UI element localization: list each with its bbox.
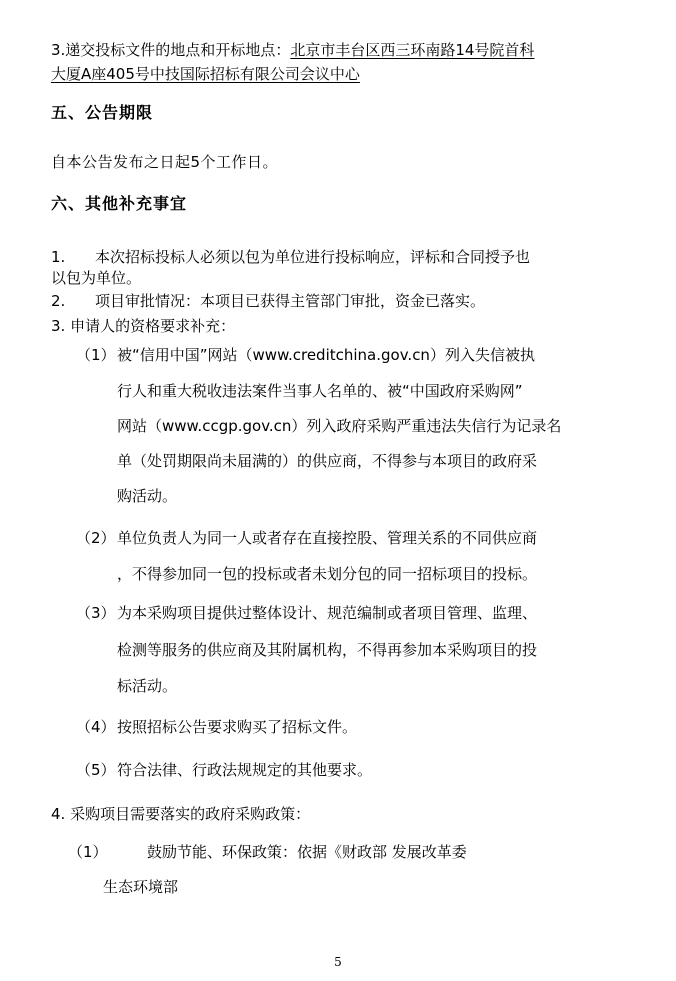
announcement-period-text: 自本公告发布之日起5个工作日。 (51, 153, 279, 171)
requirement-3-line-2: 检测等服务的供应商及其附属机构，不得再参加本采购项目的投 (117, 641, 538, 659)
item-1-line-2: 以包为单位。 (51, 269, 142, 287)
submission-location-line-1 (51, 40, 534, 60)
requirement-2-line-2: ，不得参加同一包的投标或者未划分包的同一招标项目的投标。 (117, 565, 538, 583)
page-number: 5 (334, 955, 342, 969)
submission-location-address-1: 北京市丰台区西三环南路14号院首科 (290, 41, 535, 59)
requirement-5-text: 符合法律、行政法规规定的其他要求。 (117, 761, 373, 779)
requirement-1-line-3: 网站（www.ccgp.gov.cn）列入政府采购严重违法失信行为记录名 (117, 417, 562, 435)
requirement-1-number: （1） (76, 346, 116, 364)
requirement-3-line-1: 为本采购项目提供过整体设计、规范编制或者项目管理、监理、 (117, 604, 538, 622)
requirement-3-number: （3） (76, 604, 116, 622)
item-2-number: 2. (51, 292, 66, 310)
submission-location-label: 3.递交投标文件的地点和开标地点： (51, 41, 291, 59)
item-2-text: 项目审批情况：本项目已获得主管部门审批，资金已落实。 (95, 292, 486, 310)
policy-1-number: （1） (68, 843, 108, 861)
policy-1-line-1: 鼓励节能、环保政策：依据《财政部 发展改革委 (147, 843, 467, 861)
policy-1-line-2: 生态环境部 (103, 878, 179, 896)
requirement-4-number: （4） (76, 718, 116, 736)
section-heading-other-matters: 六、其他补充事宜 (51, 194, 188, 213)
submission-location-line-2: 大厦A座405号中技国际招标有限公司会议中心 (51, 65, 360, 83)
requirement-2-number: （2） (76, 529, 116, 547)
item-4-title: 4. 采购项目需要落实的政府采购政策： (51, 805, 311, 823)
item-1-line-1: 本次招标投标人必须以包为单位进行投标响应，评标和合同授予也 (95, 248, 531, 266)
item-3-title: 3. 申请人的资格要求补充： (51, 317, 236, 335)
requirement-1-line-1: 被“信用中国”网站（www.creditchina.gov.cn）列入失信被执 (117, 346, 535, 364)
section-heading-announcement-period: 五、公告期限 (51, 103, 154, 122)
requirement-2-line-1: 单位负责人为同一人或者存在直接控股、管理关系的不同供应商 (117, 529, 538, 547)
requirement-1-line-2: 行人和重大税收违法案件当事人名单的、被“中国政府采购网” (117, 382, 523, 400)
item-1-number: 1. (51, 248, 66, 266)
requirement-5-number: （5） (76, 761, 116, 779)
requirement-3-line-3: 标活动。 (117, 677, 178, 695)
requirement-1-line-5: 购活动。 (117, 487, 178, 505)
requirement-4-text: 按照招标公告要求购买了招标文件。 (117, 718, 358, 736)
requirement-1-line-4: 单（处罚期限尚未届满的）的供应商，不得参与本项目的政府采 (117, 452, 538, 470)
